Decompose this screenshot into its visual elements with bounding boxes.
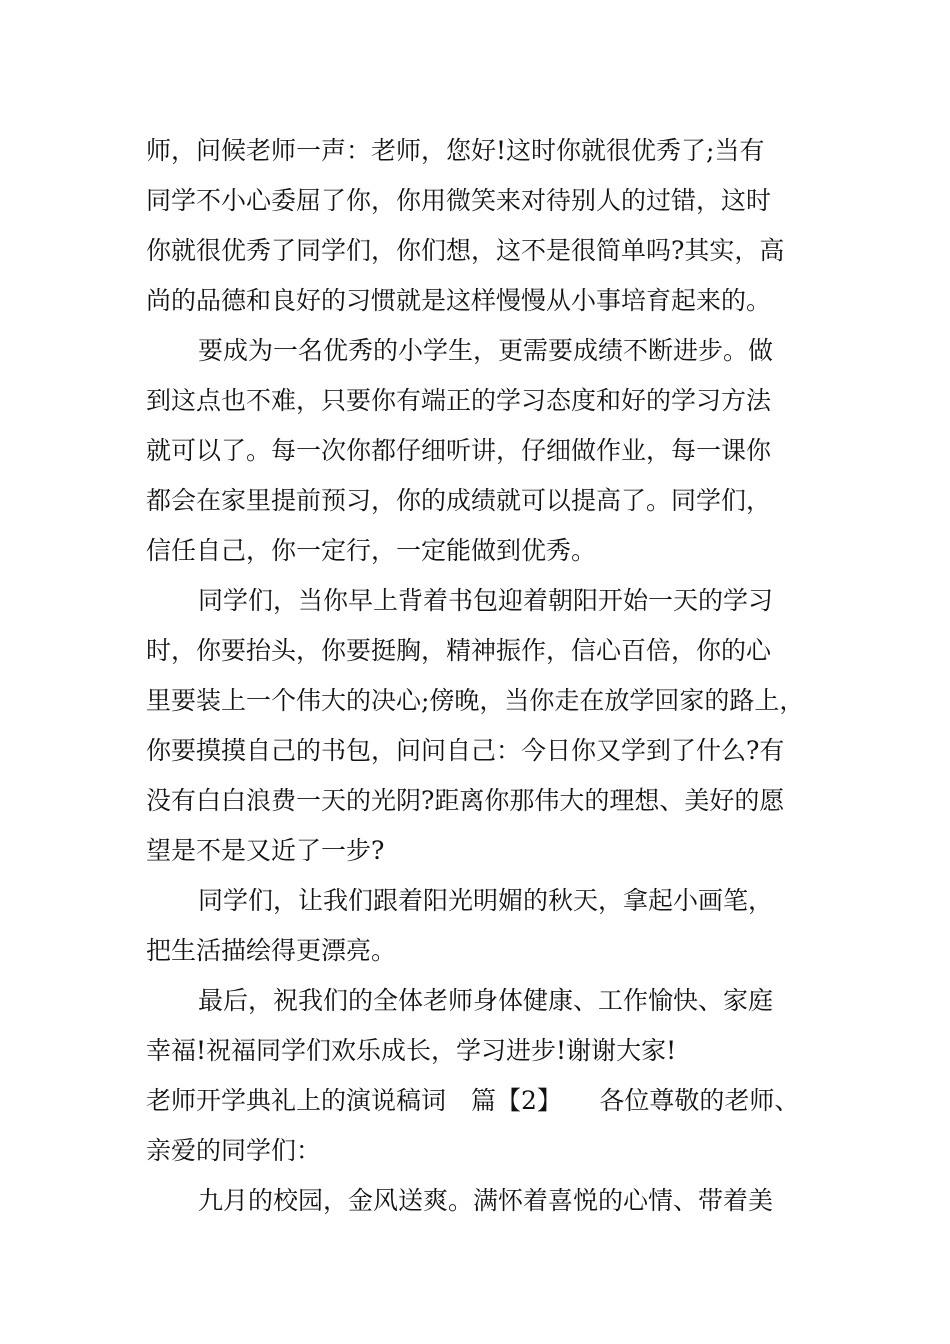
text-line: 时，你要抬头，你要挺胸，精神振作，信心百倍，你的心 (146, 636, 772, 665)
text-line: 你就很优秀了同学们，你们想，这不是很简单吗?其实，高 (146, 236, 785, 265)
text-line: 同学不小心委屈了你，你用微笑来对待别人的过错，这时 (146, 186, 772, 215)
text-line: 你要摸摸自己的书包，问问自己：今日你又学到了什么?有 (146, 736, 785, 765)
text-line: 都会在家里提前预习，你的成绩就可以提高了。同学们， (146, 486, 772, 515)
text-line: 要成为一名优秀的小学生，更需要成绩不断进步。做 (198, 336, 774, 365)
text-line: 没有白白浪费一天的光阴?距离你那伟大的理想、美好的愿 (146, 786, 785, 815)
text-line: 亲爱的同学们： (146, 1136, 322, 1165)
text-line: 望是不是又近了一步? (146, 836, 385, 865)
text-line: 九月的校园，金风送爽。满怀着喜悦的心情、带着美 (198, 1186, 774, 1215)
text-line: 同学们，让我们跟着阳光明媚的秋天，拿起小画笔， (198, 886, 774, 915)
text-line: 最后，祝我们的全体老师身体健康、工作愉快、家庭 (198, 986, 774, 1015)
text-line: 就可以了。每一次你都仔细听讲，仔细做作业，每一课你 (146, 436, 772, 465)
text-line: 到这点也不难，只要你有端正的学习态度和好的学习方法 (146, 386, 772, 415)
text-line: 尚的品德和良好的习惯就是这样慢慢从小事培育起来的。 (146, 286, 772, 315)
text-line: 同学们，当你早上背着书包迎着朝阳开始一天的学习 (198, 586, 774, 615)
document-body (146, 126, 836, 1226)
text-line: 师，问候老师一声：老师，您好!这时你就很优秀了;当有 (146, 136, 765, 165)
text-line: 信任自己，你一定行，一定能做到优秀。 (146, 536, 597, 565)
text-line: 把生活描绘得更漂亮。 (146, 936, 397, 965)
text-line: 里要装上一个伟大的决心;傍晚，当你走在放学回家的路上， (146, 686, 805, 715)
text-line: 幸福!祝福同学们欢乐成长，学习进步!谢谢大家! (146, 1036, 677, 1065)
text-line: 老师开学典礼上的演说稿词 篇【2】 各位尊敬的老师、 (146, 1086, 800, 1115)
